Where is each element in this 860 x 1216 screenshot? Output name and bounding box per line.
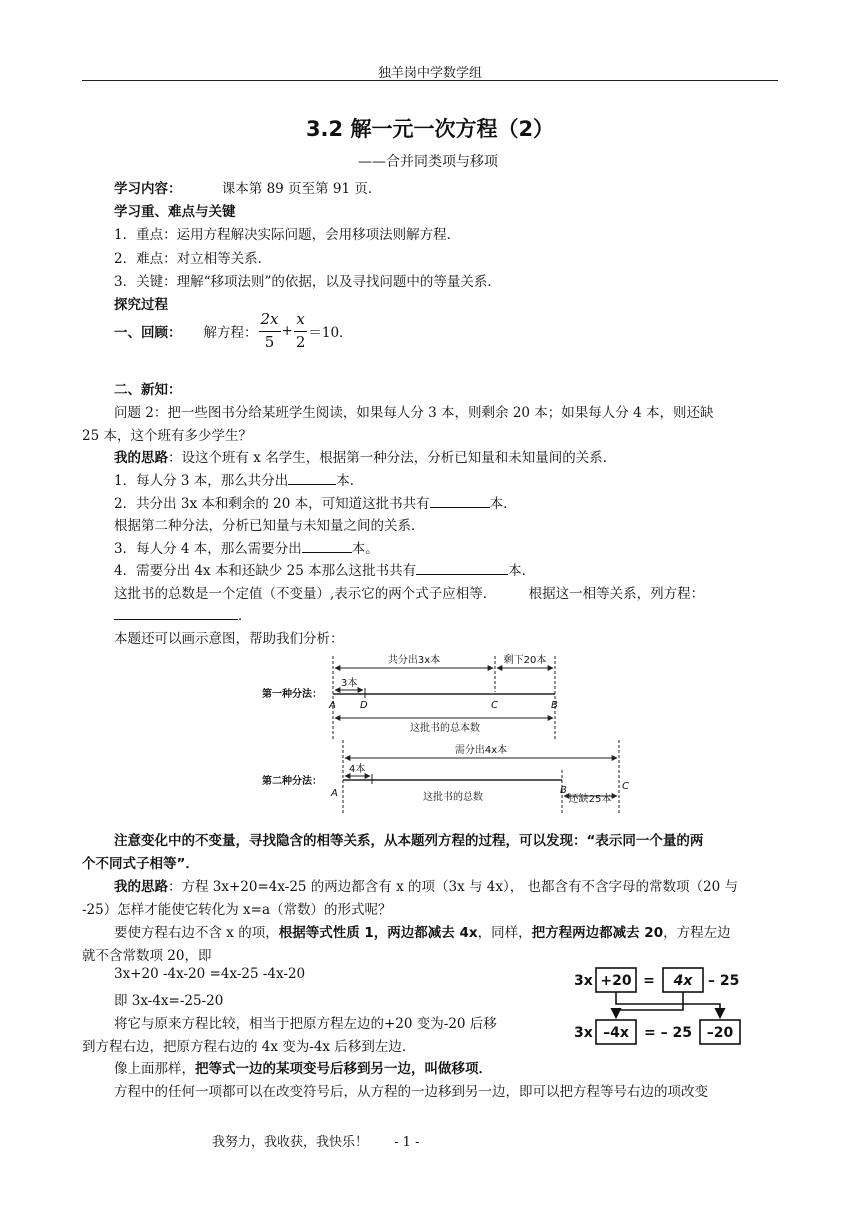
answer-blank-equation[interactable] — [114, 607, 238, 620]
thinking2-line-4: 就不含常数项 20，即 — [82, 948, 212, 964]
label-4-books: 4本 — [349, 764, 366, 775]
footer-motto: 我努力，我收获，我快乐！ — [212, 1135, 369, 1150]
review-section — [114, 308, 353, 354]
page-footer — [212, 1131, 419, 1150]
label-remain-20: 剩下20本 — [503, 655, 547, 666]
equation-step-2: 即 3x-4x=-25-20 — [114, 993, 224, 1009]
page-header: 独羊岗中学数学组 — [377, 66, 482, 81]
diagram-intro: 本题还可以画示意图，帮助我们分析： — [114, 631, 344, 647]
point-a-2: A — [331, 788, 338, 799]
row1-tail: – 25 — [708, 973, 740, 989]
label-total-books-1: 这批书的总本数 — [410, 723, 480, 734]
thinking-label: 我的思路 — [114, 450, 168, 466]
page-subtitle: ——合并同类项与移项 — [358, 154, 498, 170]
page-title: 3.2 解一元一次方程（2） — [305, 117, 555, 141]
equation-blank-line: ． — [114, 604, 252, 624]
key-point-2: 2．难点：对立相等关系． — [114, 251, 272, 267]
row2-box-minus20: –20 — [706, 1025, 734, 1041]
study-content-label: 学习内容： — [114, 181, 182, 197]
thinking-line — [114, 446, 616, 466]
problem-line-2: 25 本，这个班有多少学生？ — [82, 428, 252, 444]
point-a-1: A — [329, 700, 336, 711]
fraction-x-over-2: $\frac{x}{2}$ — [295, 309, 306, 351]
review-prefix: 解方程： — [203, 325, 258, 341]
thinking2-line-1: 我的思路：方程 3x+20=4x-25 的两边都含有 x 的项（3x 与 4x）， 也都含有不含字母的常数项（20 与 — [114, 879, 738, 895]
step-3: 3．每人分 4 本，那么需要分出 本。 — [114, 541, 379, 557]
label-total-3x: 共分出3x本 — [387, 655, 441, 666]
fraction-2x-over-5: $\frac{2x}{5}$ — [260, 309, 279, 351]
last-line: 方程中的任何一项都可以在改变符号后，从方程的一边移到另一边，即可以把方程等号右边的项改变 — [114, 1084, 708, 1100]
transposition-definition: 把等式一边的某项变号后移到另一边，叫做移项． — [195, 1061, 492, 1077]
review-suffix: ＝10． — [308, 325, 353, 341]
row2-middle: = – 25 — [644, 1025, 692, 1041]
answer-blank-4[interactable] — [416, 562, 508, 575]
new-knowledge-heading: 二、新知： — [114, 382, 182, 398]
label-3-books: 3本 — [341, 678, 358, 689]
step-1: 1．每人分 3 本，那么共分出 本． — [114, 473, 364, 489]
point-b-1: B — [551, 700, 558, 711]
header-rule — [82, 80, 778, 81]
row1-lead: 3x — [574, 973, 593, 989]
point-c-1: C — [491, 700, 498, 711]
answer-blank-2[interactable] — [430, 495, 490, 508]
thinking-text: ：设这个班有 x 名学生，根据第一种分法，分析已知量和未知量间的关系． — [168, 450, 617, 466]
point-c-2: C — [622, 781, 629, 792]
transposition-figure — [560, 962, 750, 1062]
compare-line-2: 到方程右边，把原方程右边的 4x 变为-4x 后移到左边． — [82, 1039, 416, 1055]
study-content-text: 课本第 89 页至第 91 页． — [221, 181, 382, 197]
point-b-2: B — [560, 785, 567, 796]
key-points-heading: 学习重、难点与关键 — [114, 204, 236, 220]
method-1-label: 第一种分法： — [262, 689, 322, 700]
study-content — [114, 177, 381, 197]
key-point-1: 1．重点：运用方程解决实际问题，会用移项法则解方程． — [114, 227, 461, 243]
explore-heading: 探究过程 — [114, 297, 168, 313]
line-segment-diagrams — [255, 648, 640, 818]
answer-blank-1[interactable] — [288, 472, 336, 485]
label-need-4x: 需分出4x本 — [454, 745, 508, 756]
thinking2-line-2: -25）怎样才能使它转化为 x=a（常数）的形式呢？ — [82, 902, 392, 918]
invariant-line: 这批书的总数是一个定值（不变量）,表示它的两个式子应相等． 根据这一相等关系，列方程： — [114, 586, 705, 602]
review-label: 一、回顾： — [114, 325, 182, 341]
step-4: 4．需要分出 4x 本和还缺少 25 本那么这批书共有 本． — [114, 563, 536, 579]
row2-box-minus4x: –4x — [603, 1025, 629, 1041]
thinking2-line-3: 要使方程右边不含 x 的项，根据等式性质 1，两边都减去 4x，同样，把方程两边都减去 20，方程左边 — [114, 925, 731, 941]
row1-box-4x: 4x — [673, 973, 693, 989]
plus-sign: + — [281, 323, 293, 339]
label-short-25: 还缺25本 — [568, 794, 612, 805]
observation-line-2: 个不同式子相等”． — [82, 856, 199, 872]
row1-box-plus20: +20 — [600, 973, 632, 989]
second-method-intro: 根据第二种分法，分析已知量与未知量之间的关系． — [114, 518, 425, 534]
label-total-books-2: 这批书的总数 — [423, 792, 483, 803]
compare-line-1: 将它与原来方程比较，相当于把原方程左边的+20 变为-20 后移 — [114, 1016, 497, 1032]
key-point-3: 3．关键：理解“移项法则”的依据，以及寻找问题中的等量关系． — [114, 274, 501, 290]
definition-line: 像上面那样，把等式一边的某项变号后移到另一边，叫做移项． — [114, 1061, 492, 1077]
equation-step-1: 3x+20 -4x-20 =4x-25 -4x-20 — [114, 966, 306, 982]
point-d-1: D — [360, 700, 368, 711]
step-2: 2．共分出 3x 本和剩余的 20 本，可知道这批书共有 本． — [114, 496, 517, 512]
observation-line-1: 注意变化中的不变量，寻找隐含的相等关系，从本题列方程的过程，可以发现：“表示同一个量的两 — [114, 833, 704, 849]
row1-equals: = — [643, 973, 655, 989]
method-2-label: 第二种分法： — [262, 776, 322, 787]
page-number: - 1 - — [394, 1135, 420, 1150]
answer-blank-3[interactable] — [302, 540, 352, 553]
problem-line-1: 问题 2：把一些图书分给某班学生阅读，如果每人分 3 本，则剩余 20 本；如果每人分 4 本，则还缺 — [114, 405, 714, 421]
row2-lead: 3x — [574, 1025, 593, 1041]
